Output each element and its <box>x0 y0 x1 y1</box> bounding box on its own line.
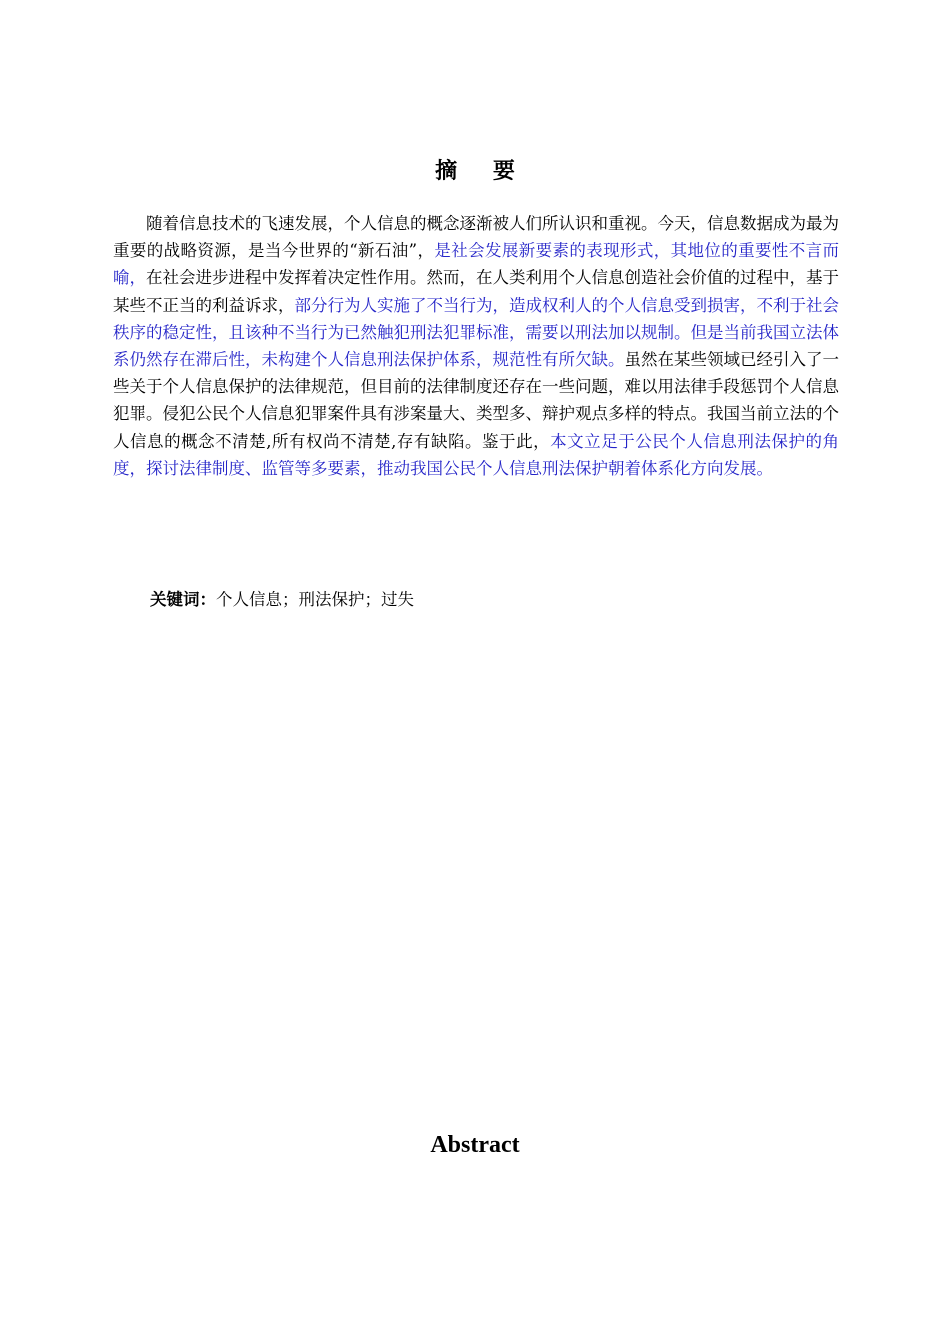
abstract-segment-highlighted: 是社会发展新要素的表现形式，其地位的重要性不言而喻， <box>113 241 839 288</box>
abstract-segment: 虽然在某些领域已经引入了一些关于个人信息保护的法律规范，但目前的法律制度还存在一些问题，难以用法律手段惩罚个人信息犯罪。侵犯公民个人信息犯罪案件具有涉案量大、类型多、辩护观点多样的特点。我国当前立法的个人信息的概念不清楚,所有权尚不清楚,存有缺陷。鉴于此， <box>113 350 839 451</box>
abstract-segment: 随着信息技术的飞速发展，个人信息的概念逐渐被人们所认识和重视。今天，信息数据成为最为重要的战略资源，是当今世界的“新石油”， <box>113 214 839 261</box>
abstract-segment: 在社会进步进程中发挥着决定性作用。然而，在人类利用个人信息创造社会价值的过程中，基于某些不正当的利益诉求， <box>113 268 839 315</box>
abstract-title-en: Abstract <box>430 1132 520 1158</box>
abstract-body-cn <box>113 210 839 482</box>
keywords-label: 关键词： <box>150 590 216 609</box>
abstract-segment-highlighted: 本文立足于公民个人信息刑法保护的角度，探讨法律制度、监管等多要素，推动我国公民个人信息刑法保护朝着体系化方向发展。 <box>113 431 839 478</box>
keywords-value: 个人信息；刑法保护；过失 <box>216 590 414 609</box>
abstract-segment-highlighted: 部分行为人实施了不当行为，造成权利人的个人信息受到损害，不利于社会秩序的稳定性，且该种不当行为已然触犯刑法犯罪标准，需要以刑法加以规制。但是当前我国立法体系仍然存在滞后性，未构建个人信息刑法保护体系，规范性有所欠缺。 <box>113 295 839 370</box>
keywords-line <box>150 586 414 614</box>
abstract-title-cn: 摘 要 <box>435 159 529 184</box>
